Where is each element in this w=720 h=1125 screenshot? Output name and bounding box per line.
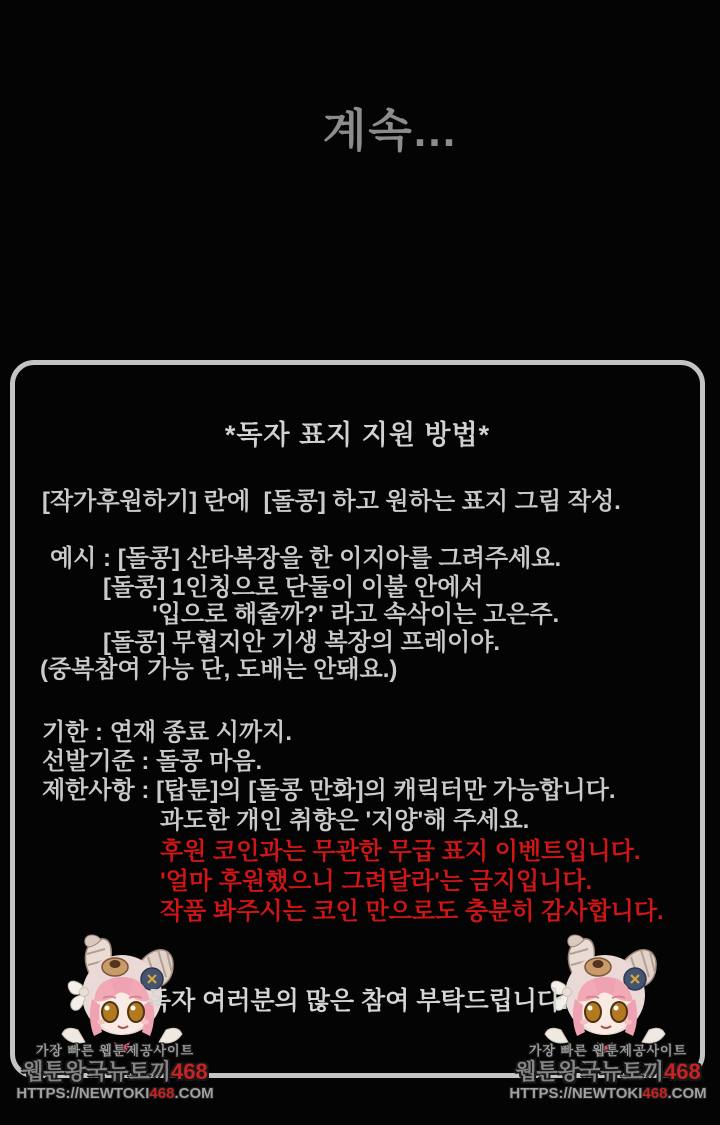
watermark-url-red: 468 [149, 1085, 175, 1102]
intro-line: [작가후원하기] 란에 [돌콩] 하고 원하는 표지 그림 작성. [42, 488, 621, 515]
watermark-right [503, 1044, 713, 1101]
closing-line: 독자 여러분의 많은 참여 부탁드립니다. [146, 987, 569, 1015]
watermark-left [10, 1044, 220, 1101]
watermark-site-name [10, 1061, 220, 1083]
warning-line: 작품 봐주시는 코인 만으로도 충분히 감사합니다. [160, 898, 664, 925]
watermark-url-red: 468 [642, 1085, 668, 1102]
example-note-line: (중복참여 가능 단, 도배는 안돼요.) [40, 656, 398, 683]
watermark-url-suffix: .COM [174, 1085, 214, 1102]
example-line: '입으로 해줄까?' 라고 속삭이는 고은주. [152, 601, 560, 628]
warning-line: '얼마 후원했으니 그려달라'는 금지입니다. [160, 868, 593, 895]
watermark-url-suffix: .COM [667, 1085, 707, 1102]
watermark-tagline: 가장 빠른 웹툰제공사이트 [528, 1043, 688, 1058]
watermark-site-name-red: 468 [664, 1059, 701, 1084]
watermark-url [10, 1086, 220, 1101]
notice-heading: *독자 표지 지원 방법* [224, 420, 491, 450]
info-line-restriction: 제한사항 : [탑툰]의 [돌콩 만화]의 캐릭터만 가능합니다. [42, 777, 616, 804]
info-line-criteria: 선발기준 : 돌콩 마음. [42, 748, 263, 775]
warning-line: 후원 코인과는 무관한 무급 표지 이벤트입니다. [160, 838, 641, 865]
watermark-url [503, 1086, 713, 1101]
info-line-deadline: 기한 : 연재 종료 시까지. [42, 719, 292, 746]
watermark-site-name-red: 468 [171, 1059, 208, 1084]
watermark-site-name-gray: 웹툰왕국뉴토끼 [515, 1059, 665, 1084]
watermark-site-name-gray: 웹툰왕국뉴토끼 [22, 1059, 172, 1084]
continue-title: 계속... [322, 105, 458, 156]
watermark-site-name [503, 1061, 713, 1083]
example-line: [돌콩] 무협지안 기생 복장의 프레이야. [103, 629, 501, 656]
watermark-url-prefix: HTTPS://NEWTOKI [509, 1085, 643, 1102]
watermark-tagline: 가장 빠른 웹툰제공사이트 [35, 1043, 195, 1058]
watermark-url-prefix: HTTPS://NEWTOKI [16, 1085, 150, 1102]
info-line-restriction-cont: 과도한 개인 취향은 '지양'해 주세요. [160, 807, 530, 834]
example-line: [돌콩] 1인칭으로 단둘이 이불 안에서 [103, 574, 484, 601]
example-line: 예시 : [돌콩] 산타복장을 한 이지아를 그려주세요. [50, 545, 562, 572]
